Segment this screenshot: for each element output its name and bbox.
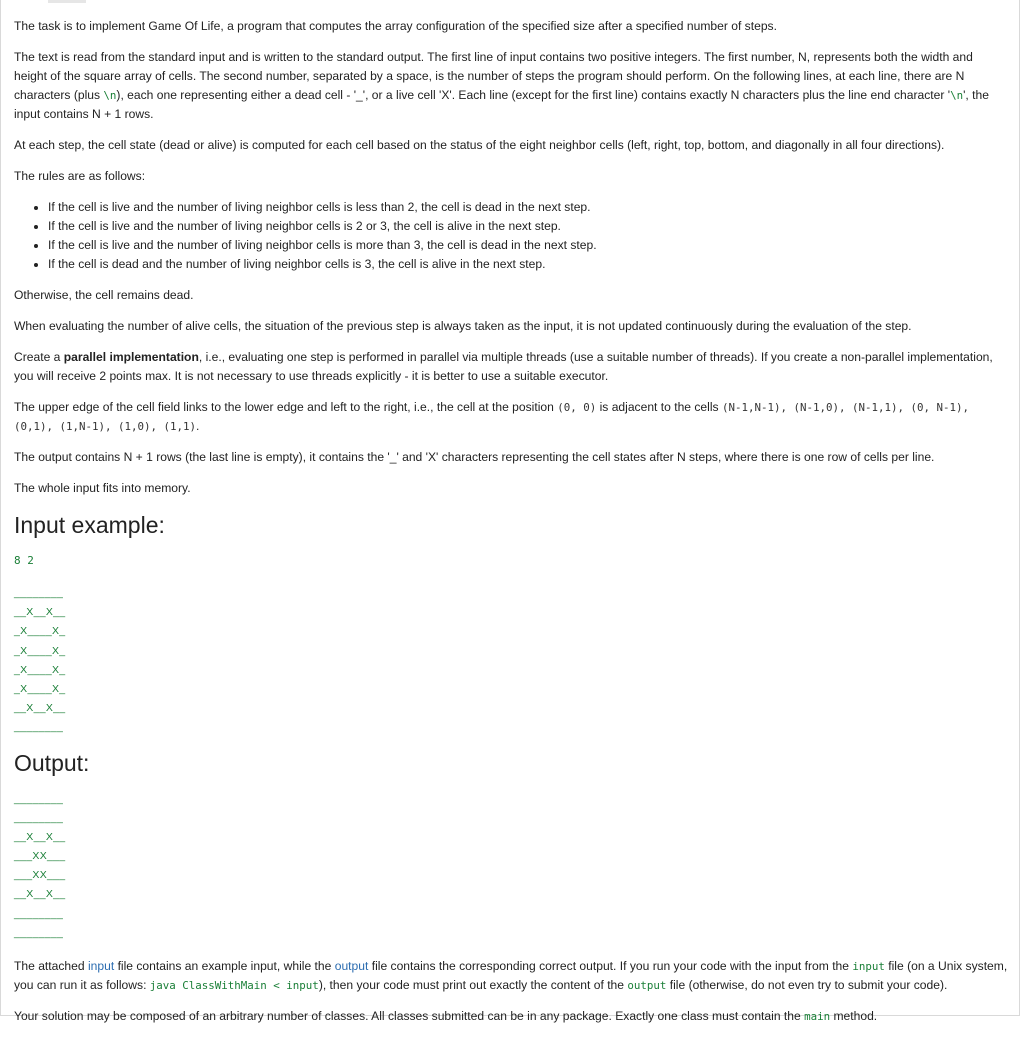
edges-text-1: The upper edge of the cell field links to the lower edge and left to the right, i.e., the cell at the position: [14, 400, 558, 414]
attached-text-2: file contains an example input, while the: [114, 959, 335, 973]
input-desc-text-3: ', the input contains N + 1 rows.: [14, 88, 989, 121]
edges-cells-code: (N-1,N-1), (N-1,0), (N-1,1), (0, N-1), (0,1), (1,N-1), (1,0), (1,1): [14, 401, 969, 433]
classes-text-2: method.: [830, 1009, 878, 1023]
attached-text-3: file contains the corresponding correct output. If you run your code with the input from the: [368, 959, 853, 973]
grid-row: ___XX___: [14, 850, 66, 863]
output-heading: Output:: [14, 749, 90, 776]
input-example-heading: Input example:: [14, 512, 165, 538]
rule-item: • If the cell is live and the number of living neighbor cells is less than 2, the cell is dead in the next step.: [48, 198, 1008, 217]
input-first-line: 8 2: [14, 554, 34, 567]
grid-row: ___XX___: [14, 869, 66, 882]
newline-code-1: \n: [103, 89, 117, 102]
grid-row: ________: [14, 792, 64, 805]
input-code: input: [852, 960, 885, 973]
run-command-code: java ClassWithMain < input: [149, 979, 319, 992]
attached-text-5: ), then your code must print out exactly the content of the: [318, 978, 628, 992]
output-file-link[interactable]: output: [334, 959, 369, 973]
grid-row: ________: [14, 811, 64, 824]
attached-text-4: file (on a Unix system, you can run it as follows:: [14, 959, 1008, 992]
otherwise-paragraph: Otherwise, the cell remains dead.: [14, 288, 194, 302]
classes-text-1: Your solution may be composed of an arbitrary number of classes. All classes submitted can be in any package. Exactly one class must contain the: [14, 1009, 805, 1023]
parallel-text-1: Create a: [14, 350, 64, 364]
memory-paragraph: The whole input fits into memory.: [14, 481, 191, 495]
rule-item: • If the cell is live and the number of living neighbor cells is 2 or 3, the cell is alive in the next step.: [48, 217, 1008, 236]
input-desc-text-1: The text is read from the standard input and is written to the standard output. The first line of input contains two positive integers. The first number, N, represents both the width and height of the square array of cells. The second number, separated by a space, is the number of steps the program should perform. On the following lines, at each line, there are N characters (plus: [14, 50, 973, 102]
attached-files-paragraph: [14, 957, 1008, 995]
attached-text-6: file (otherwise, do not even try to submit your code).: [666, 978, 948, 992]
grid-row: __X__X__: [14, 702, 66, 715]
assignment-content: [14, 17, 1008, 1038]
grid-row: _X____X_: [14, 663, 66, 676]
grid-row: _X____X_: [14, 644, 66, 657]
evaluating-paragraph: When evaluating the number of alive cells, the situation of the previous step is always taken as the input, it is not updated continuously during the evaluation of the step.: [14, 319, 912, 333]
parallel-paragraph: [14, 348, 1008, 386]
grid-row: ________: [14, 907, 64, 920]
input-grid: [14, 584, 1008, 738]
edges-paragraph: [14, 398, 1008, 436]
classes-paragraph: [14, 1007, 1008, 1026]
each-step-paragraph: At each step, the cell state (dead or alive) is computed for each cell based on the status of the eight neighbor cells (left, right, top, bottom, and diagonally in all four directions).: [14, 138, 945, 152]
main-method-code: main: [804, 1010, 831, 1023]
newline-code-2: \n: [950, 89, 964, 102]
rule-item: • If the cell is dead and the number of living neighbor cells is 3, the cell is alive in the next step.: [48, 255, 1008, 274]
input-description: [14, 48, 1008, 124]
edges-text-3: .: [196, 419, 200, 433]
rules-intro: The rules are as follows:: [14, 169, 146, 183]
grid-row: _X____X_: [14, 682, 66, 695]
input-desc-text-2: ), each one representing either a dead cell - '_', or a live cell 'X'. Each line (except for the first line) contains exactly N characters plus the line end character ': [116, 88, 951, 102]
rule-item: • If the cell is live and the number of living neighbor cells is more than 3, the cell is dead in the next step.: [48, 236, 1008, 255]
grid-row: ________: [14, 926, 64, 939]
intro-paragraph: The task is to implement Game Of Life, a program that computes the array configuration of the specified size after a specified number of steps.: [14, 19, 777, 33]
parallel-bold: parallel implementation: [63, 350, 199, 364]
top-tab-strip: [48, 0, 86, 3]
output-description: The output contains N + 1 rows (the last line is empty), it contains the '_' and 'X' characters representing the cell states after N steps, where there is one row of cells per line.: [14, 450, 935, 464]
grid-row: _X____X_: [14, 625, 66, 638]
grid-row: __X__X__: [14, 888, 66, 901]
parallel-text-2: , i.e., evaluating one step is performed in parallel via multiple threads (use a suitable number of threads). If you create a non-parallel implementation, you will receive 2 points max. It is not necessary to use threads explicitly - it is better to use a suitable executor.: [14, 350, 993, 383]
grid-row: ________: [14, 721, 64, 734]
edges-origin-code: (0, 0): [557, 401, 597, 414]
output-grid: [14, 790, 1008, 944]
grid-row: __X__X__: [14, 830, 66, 843]
grid-row: __X__X__: [14, 606, 66, 619]
edges-text-2: is adjacent to the cells: [596, 400, 722, 414]
input-file-link[interactable]: input: [87, 959, 115, 973]
attached-text-1: The attached: [14, 959, 88, 973]
rules-list: [14, 198, 1008, 274]
output-code: output: [627, 979, 667, 992]
grid-row: ________: [14, 587, 64, 599]
